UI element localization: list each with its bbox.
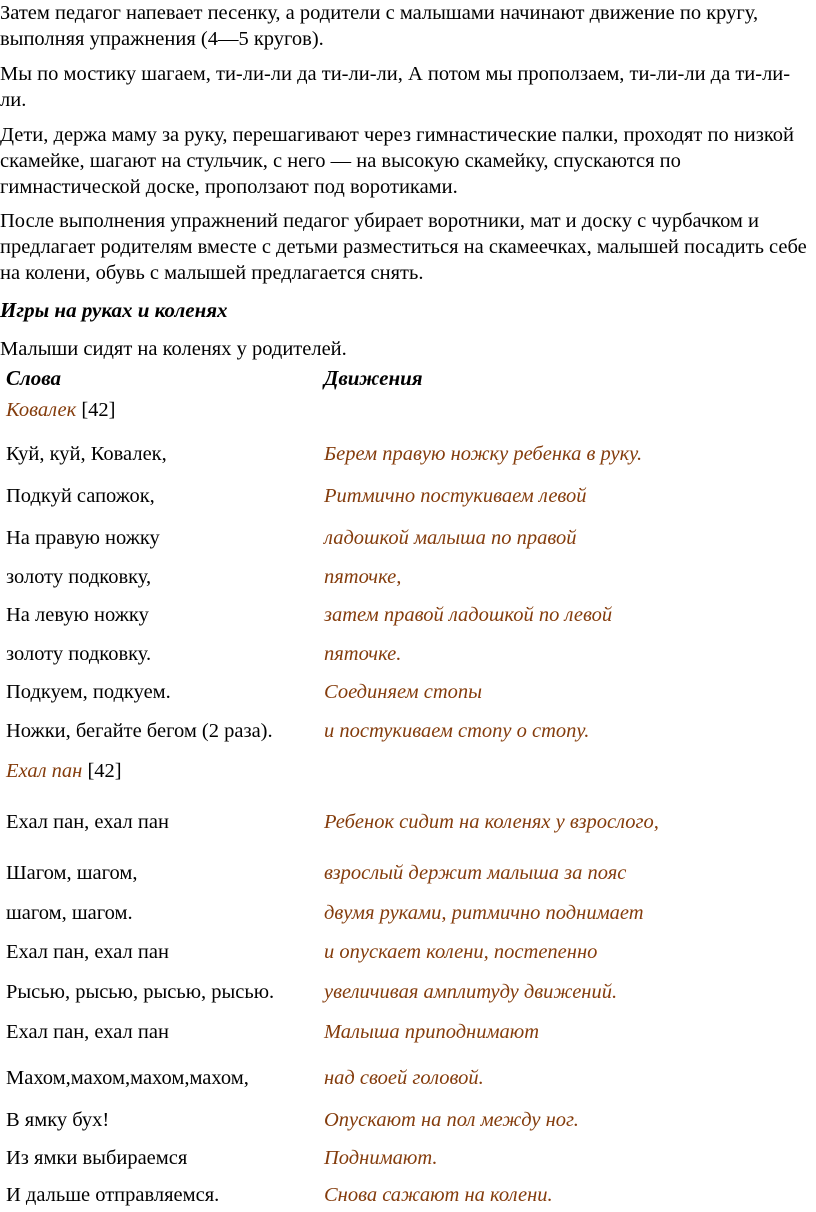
song-title <box>6 760 122 783</box>
song-title-ref: [42] <box>87 760 122 782</box>
table-row <box>0 1184 816 1210</box>
movement-cell: затем правой ладошкой по левой <box>324 604 613 626</box>
movement-cell: пяточке. <box>324 643 402 665</box>
section-note: Малыши сидят на коленях у родителей. <box>0 338 347 360</box>
column-header-words: Слова <box>6 366 62 390</box>
movement-cell: Ритмично постукиваем левой <box>324 485 587 507</box>
words-cell: шагом, шагом. <box>6 902 133 924</box>
words-cell: Рысью, рысью, рысью, рысью. <box>6 981 275 1003</box>
movement-cell: Опускают на пол между ног. <box>324 1109 579 1131</box>
movement-cell: Поднимают. <box>324 1147 438 1169</box>
words-cell: Шагом, шагом, <box>6 862 138 884</box>
words-cell: В ямку бух! <box>6 1109 110 1131</box>
words-cell: Из ямки выбираемся <box>6 1147 188 1169</box>
words-cell: золоту подковку, <box>6 566 152 588</box>
table-row <box>0 1147 816 1173</box>
movement-cell: Берем правую ножку ребенка в руку. <box>324 443 643 465</box>
words-cell: золоту подковку. <box>6 643 152 665</box>
column-header-movements: Движения <box>324 366 423 390</box>
movement-cell: над своей головой. <box>324 1067 484 1089</box>
words-cell: Махом,махом,махом,махом, <box>6 1067 249 1089</box>
movement-cell: взрослый держит малыша за пояс <box>324 862 627 884</box>
intro-paragraph-4: После выполнения упражнений педагог убирает воротники, мат и доску с чурбачком и предлагает родителям вместе с детьми разместиться на скамеечках, малышей посадить себе на колени, обувь с малышей предлагается снять. <box>0 210 807 284</box>
table-row <box>0 862 816 888</box>
movement-cell: увеличивая амплитуду движений. <box>324 981 618 1003</box>
intro-paragraph-1: Затем педагог напевает песенку, а родители с малышами начинают движение по кругу, выполняя упражнения (4—5 кругов). <box>0 2 759 50</box>
intro-paragraph-3: Дети, держа маму за руку, перешагивают через гимнастические палки, проходят по низкой скамейке, шагают на стульчик, с него — на высокую скамейку, спускаются по гимнастической доске, проползают под воротиками. <box>0 124 795 198</box>
song-title-ref: [42] <box>81 399 116 421</box>
movement-cell: двумя руками, ритмично поднимает <box>324 902 644 924</box>
intro-paragraph-2: Мы по мостику шагаем, ти-ли-ли да ти-ли-ли, А потом мы проползаем, ти-ли-ли да ти-ли-ли. <box>0 63 791 111</box>
table-row <box>0 566 816 592</box>
words-cell: Подкуем, подкуем. <box>6 681 171 703</box>
table-row <box>0 1021 816 1047</box>
table-row <box>0 485 816 511</box>
table-row <box>0 811 816 837</box>
table-row <box>0 981 816 1007</box>
movement-cell: ладошкой малыша по правой <box>324 527 577 549</box>
words-cell: Куй, куй, Ковалек, <box>6 443 167 465</box>
words-cell: На правую ножку <box>6 527 160 549</box>
table-row <box>0 720 816 746</box>
words-cell: На левую ножку <box>6 604 149 626</box>
movement-cell: Малыша приподнимают <box>324 1021 540 1043</box>
words-cell: Ехал пан, ехал пан <box>6 811 169 833</box>
table-row <box>0 443 816 469</box>
table-row <box>0 643 816 669</box>
movement-cell: и постукиваем стопу о стопу. <box>324 720 590 742</box>
movement-cell: пяточке, <box>324 566 402 588</box>
words-cell: Ножки, бегайте бегом (2 раза). <box>6 720 273 742</box>
section-heading: Игры на руках и коленях <box>0 298 228 322</box>
words-cell: Ехал пан, ехал пан <box>6 941 169 963</box>
table-row <box>0 604 816 630</box>
song-title-name: Ковалек <box>6 399 77 421</box>
table-row <box>0 527 816 553</box>
table-row <box>0 1067 816 1093</box>
table-row <box>0 902 816 928</box>
table-row <box>0 681 816 707</box>
movement-cell: и опускает колени, постепенно <box>324 941 598 963</box>
words-cell: И дальше отправляемся. <box>6 1184 220 1206</box>
words-cell: Подкуй сапожок, <box>6 485 155 507</box>
song-title <box>6 399 116 422</box>
table-row <box>0 1109 816 1135</box>
table-row <box>0 941 816 967</box>
words-cell: Ехал пан, ехал пан <box>6 1021 169 1043</box>
movement-cell: Ребенок сидит на коленях у взрослого, <box>324 811 659 833</box>
movement-cell: Соединяем стопы <box>324 681 483 703</box>
movement-cell: Снова сажают на колени. <box>324 1184 553 1206</box>
song-title-name: Ехал пан <box>6 760 83 782</box>
